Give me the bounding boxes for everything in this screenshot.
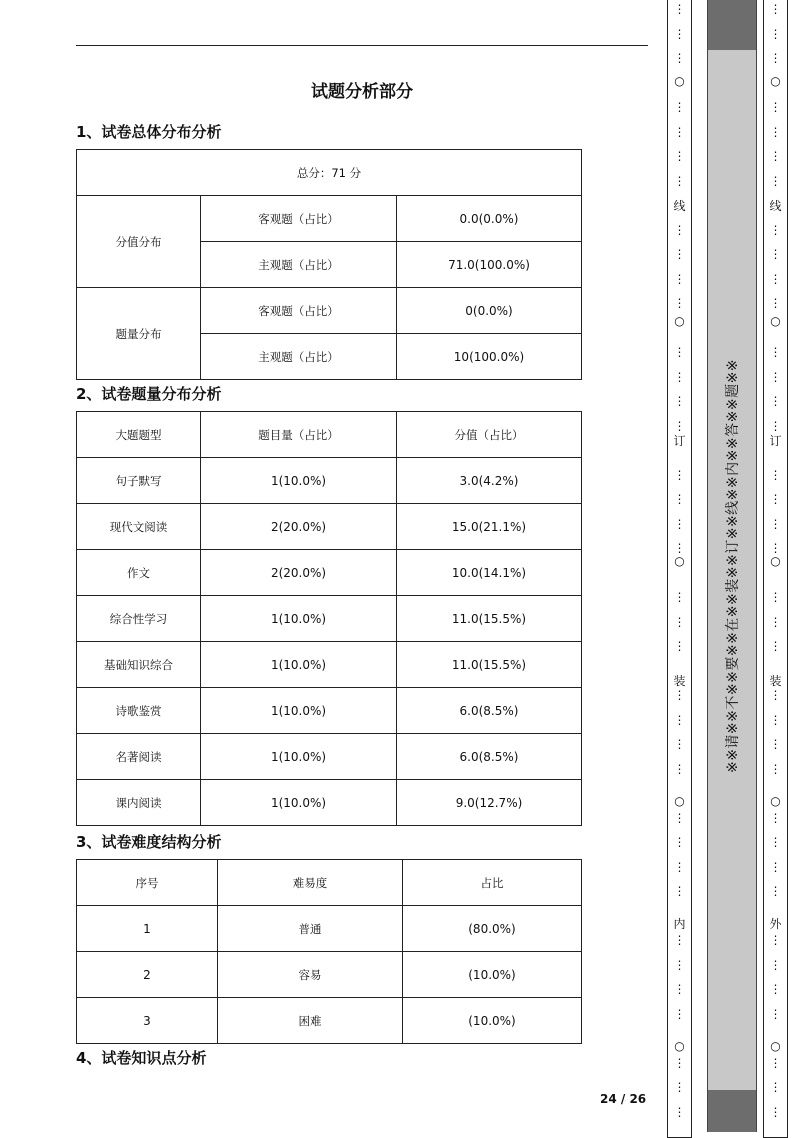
table-cell: 0(0.0%) <box>397 288 582 334</box>
table-cell: 容易 <box>218 952 403 998</box>
dot-mark: ⋮ <box>769 688 782 702</box>
table-cell: 9.0(12.7%) <box>397 780 582 826</box>
question-distribution-table <box>76 411 582 826</box>
dot-mark: ⋮ <box>673 688 686 702</box>
dot-mark: ⋮ <box>673 222 686 237</box>
rail-label: 装 <box>673 674 686 688</box>
dot-mark: ⋮ <box>769 149 782 163</box>
table-header-row <box>77 860 582 906</box>
circle-mark: ○ <box>674 314 685 328</box>
table-cell: 2 <box>77 952 218 998</box>
dot-mark: ⋮ <box>769 124 782 139</box>
table-cell: 71.0(100.0%) <box>397 242 582 288</box>
dot-mark: ⋮ <box>769 51 782 65</box>
page-number: 24 / 26 <box>600 1092 647 1106</box>
dot-mark: ⋮ <box>769 2 782 16</box>
table-cell: 0.0(0.0%) <box>397 196 582 242</box>
table-cell: 主观题（占比） <box>201 334 397 380</box>
table-row <box>77 998 582 1044</box>
dot-mark: ⋮ <box>673 1104 686 1119</box>
binding-notice: ※※请※※不※※要※※在※※装※※订※※线※※内※※答※※题※※ <box>725 358 741 774</box>
table-cell: 10.0(14.1%) <box>397 550 582 596</box>
rail-label: 内 <box>673 917 686 931</box>
table-row <box>77 550 582 596</box>
table-cell: 诗歌鉴赏 <box>77 688 201 734</box>
dot-mark: ⋮ <box>769 516 782 531</box>
header-rule <box>76 45 648 46</box>
dot-mark: ⋮ <box>673 712 686 727</box>
circle-mark: ○ <box>770 794 781 808</box>
circle-mark: ○ <box>770 74 781 88</box>
dot-mark: ⋮ <box>769 271 782 286</box>
table-cell: 11.0(15.5%) <box>397 642 582 688</box>
table-cell: 1(10.0%) <box>201 688 397 734</box>
dot-mark: ⋮ <box>769 467 782 482</box>
table-cell: 1(10.0%) <box>201 596 397 642</box>
rail-label: 装 <box>769 674 782 688</box>
table-row <box>77 288 582 334</box>
table-row <box>77 596 582 642</box>
column-header: 占比 <box>403 860 582 906</box>
dot-mark: ⋮ <box>769 492 782 506</box>
column-header: 难易度 <box>218 860 403 906</box>
table-row <box>77 734 582 780</box>
table-row <box>77 952 582 998</box>
table-row <box>77 906 582 952</box>
binding-margin <box>667 0 800 1132</box>
table-row <box>77 196 582 242</box>
table-cell: 10(100.0%) <box>397 334 582 380</box>
score-distribution-label: 分值分布 <box>77 196 201 288</box>
circle-mark: ○ <box>770 554 781 568</box>
dot-mark: ⋮ <box>673 467 686 482</box>
inner-binding-rail <box>667 0 692 1138</box>
section-3-heading: 3、试卷难度结构分析 <box>76 833 222 851</box>
dot-mark: ⋮ <box>673 541 686 555</box>
dot-mark: ⋮ <box>673 835 686 849</box>
rail-label: 线 <box>673 199 686 213</box>
dot-mark: ⋮ <box>673 100 686 114</box>
circle-mark: ○ <box>770 1039 781 1053</box>
rail-label: 外 <box>769 917 782 931</box>
table-cell: 1 <box>77 906 218 952</box>
dot-mark: ⋮ <box>769 614 782 629</box>
table-cell: 困难 <box>218 998 403 1044</box>
dot-mark: ⋮ <box>769 1006 782 1021</box>
dot-mark: ⋮ <box>673 1006 686 1021</box>
rail-label: 订 <box>769 434 782 448</box>
dot-mark: ⋮ <box>769 835 782 849</box>
dot-mark: ⋮ <box>769 639 782 653</box>
dot-mark: ⋮ <box>769 222 782 237</box>
dot-mark: ⋮ <box>673 173 686 188</box>
rail-label: 订 <box>673 434 686 448</box>
dot-mark: ⋮ <box>673 737 686 751</box>
dot-mark: ⋮ <box>769 761 782 776</box>
table-row <box>77 504 582 550</box>
table-cell: (10.0%) <box>403 952 582 998</box>
dot-mark: ⋮ <box>673 296 686 310</box>
table-cell: 客观题（占比） <box>201 196 397 242</box>
outer-binding-rail <box>763 0 788 1138</box>
dot-mark: ⋮ <box>673 761 686 776</box>
section-4-heading: 4、试卷知识点分析 <box>76 1049 207 1067</box>
dot-mark: ⋮ <box>673 957 686 972</box>
dot-mark: ⋮ <box>673 810 686 825</box>
table-cell: 句子默写 <box>77 458 201 504</box>
binding-gutter <box>707 0 757 1132</box>
dot-mark: ⋮ <box>673 516 686 531</box>
dot-mark: ⋮ <box>769 541 782 555</box>
table-cell: 2(20.0%) <box>201 550 397 596</box>
dot-mark: ⋮ <box>673 590 686 604</box>
circle-mark: ○ <box>674 74 685 88</box>
dot-mark: ⋮ <box>769 859 782 874</box>
table-cell: 1(10.0%) <box>201 458 397 504</box>
dot-mark: ⋮ <box>769 1055 782 1070</box>
page-title: 试题分析部分 <box>311 82 413 102</box>
table-row <box>77 688 582 734</box>
circle-mark: ○ <box>770 314 781 328</box>
table-header-row <box>77 412 582 458</box>
column-header: 序号 <box>77 860 218 906</box>
dot-mark: ⋮ <box>673 124 686 139</box>
dot-mark: ⋮ <box>673 26 686 41</box>
dot-mark: ⋮ <box>673 1080 686 1094</box>
table-cell: 基础知识综合 <box>77 642 201 688</box>
table-cell: 6.0(8.5%) <box>397 688 582 734</box>
dot-mark: ⋮ <box>673 418 686 433</box>
dot-mark: ⋮ <box>673 51 686 65</box>
circle-mark: ○ <box>674 1039 685 1053</box>
column-header: 题目量（占比） <box>201 412 397 458</box>
table-cell: 名著阅读 <box>77 734 201 780</box>
table-cell: 15.0(21.1%) <box>397 504 582 550</box>
dot-mark: ⋮ <box>769 369 782 384</box>
total-score-cell: 总分：71 分 <box>77 150 582 196</box>
dot-mark: ⋮ <box>673 149 686 163</box>
rail-label: 线 <box>769 199 782 213</box>
dot-mark: ⋮ <box>769 296 782 310</box>
dot-mark: ⋮ <box>769 173 782 188</box>
circle-mark: ○ <box>674 794 685 808</box>
gutter-cap-bottom <box>708 1090 756 1132</box>
table-cell: 6.0(8.5%) <box>397 734 582 780</box>
dot-mark: ⋮ <box>769 810 782 825</box>
dot-mark: ⋮ <box>673 639 686 653</box>
dot-mark: ⋮ <box>673 271 686 286</box>
dot-mark: ⋮ <box>769 100 782 114</box>
dot-mark: ⋮ <box>673 614 686 629</box>
dot-mark: ⋮ <box>673 933 686 947</box>
dot-mark: ⋮ <box>769 957 782 972</box>
count-distribution-label: 题量分布 <box>77 288 201 380</box>
dot-mark: ⋮ <box>673 2 686 16</box>
table-cell: 普通 <box>218 906 403 952</box>
dot-mark: ⋮ <box>673 394 686 408</box>
gutter-cap-top <box>708 0 756 50</box>
dot-mark: ⋮ <box>769 1080 782 1094</box>
dot-mark: ⋮ <box>769 982 782 996</box>
dot-mark: ⋮ <box>769 884 782 898</box>
overall-distribution-table <box>76 149 582 380</box>
table-cell: 2(20.0%) <box>201 504 397 550</box>
dot-mark: ⋮ <box>673 492 686 506</box>
dot-mark: ⋮ <box>673 345 686 359</box>
table-cell: 课内阅读 <box>77 780 201 826</box>
table-row <box>77 780 582 826</box>
table-row <box>77 642 582 688</box>
table-cell: 3 <box>77 998 218 1044</box>
table-cell: 现代文阅读 <box>77 504 201 550</box>
dot-mark: ⋮ <box>673 369 686 384</box>
table-cell: 1(10.0%) <box>201 642 397 688</box>
dot-mark: ⋮ <box>673 859 686 874</box>
dot-mark: ⋮ <box>673 982 686 996</box>
table-cell: 综合性学习 <box>77 596 201 642</box>
dot-mark: ⋮ <box>673 1055 686 1070</box>
dot-mark: ⋮ <box>673 884 686 898</box>
table-cell: (10.0%) <box>403 998 582 1044</box>
section-2-heading: 2、试卷题量分布分析 <box>76 385 222 403</box>
dot-mark: ⋮ <box>769 394 782 408</box>
column-header: 分值（占比） <box>397 412 582 458</box>
table-row <box>77 150 582 196</box>
dot-mark: ⋮ <box>769 590 782 604</box>
table-cell: 3.0(4.2%) <box>397 458 582 504</box>
dot-mark: ⋮ <box>769 737 782 751</box>
difficulty-table <box>76 859 582 1044</box>
column-header: 大题题型 <box>77 412 201 458</box>
table-cell: 作文 <box>77 550 201 596</box>
table-cell: 1(10.0%) <box>201 734 397 780</box>
table-cell: 主观题（占比） <box>201 242 397 288</box>
table-cell: 11.0(15.5%) <box>397 596 582 642</box>
table-cell: (80.0%) <box>403 906 582 952</box>
dot-mark: ⋮ <box>769 712 782 727</box>
table-cell: 1(10.0%) <box>201 780 397 826</box>
dot-mark: ⋮ <box>769 345 782 359</box>
dot-mark: ⋮ <box>769 1104 782 1119</box>
dot-mark: ⋮ <box>673 247 686 261</box>
section-1-heading: 1、试卷总体分布分析 <box>76 123 222 141</box>
dot-mark: ⋮ <box>769 247 782 261</box>
dot-mark: ⋮ <box>769 26 782 41</box>
dot-mark: ⋮ <box>769 933 782 947</box>
table-row <box>77 458 582 504</box>
table-cell: 客观题（占比） <box>201 288 397 334</box>
dot-mark: ⋮ <box>769 418 782 433</box>
circle-mark: ○ <box>674 554 685 568</box>
